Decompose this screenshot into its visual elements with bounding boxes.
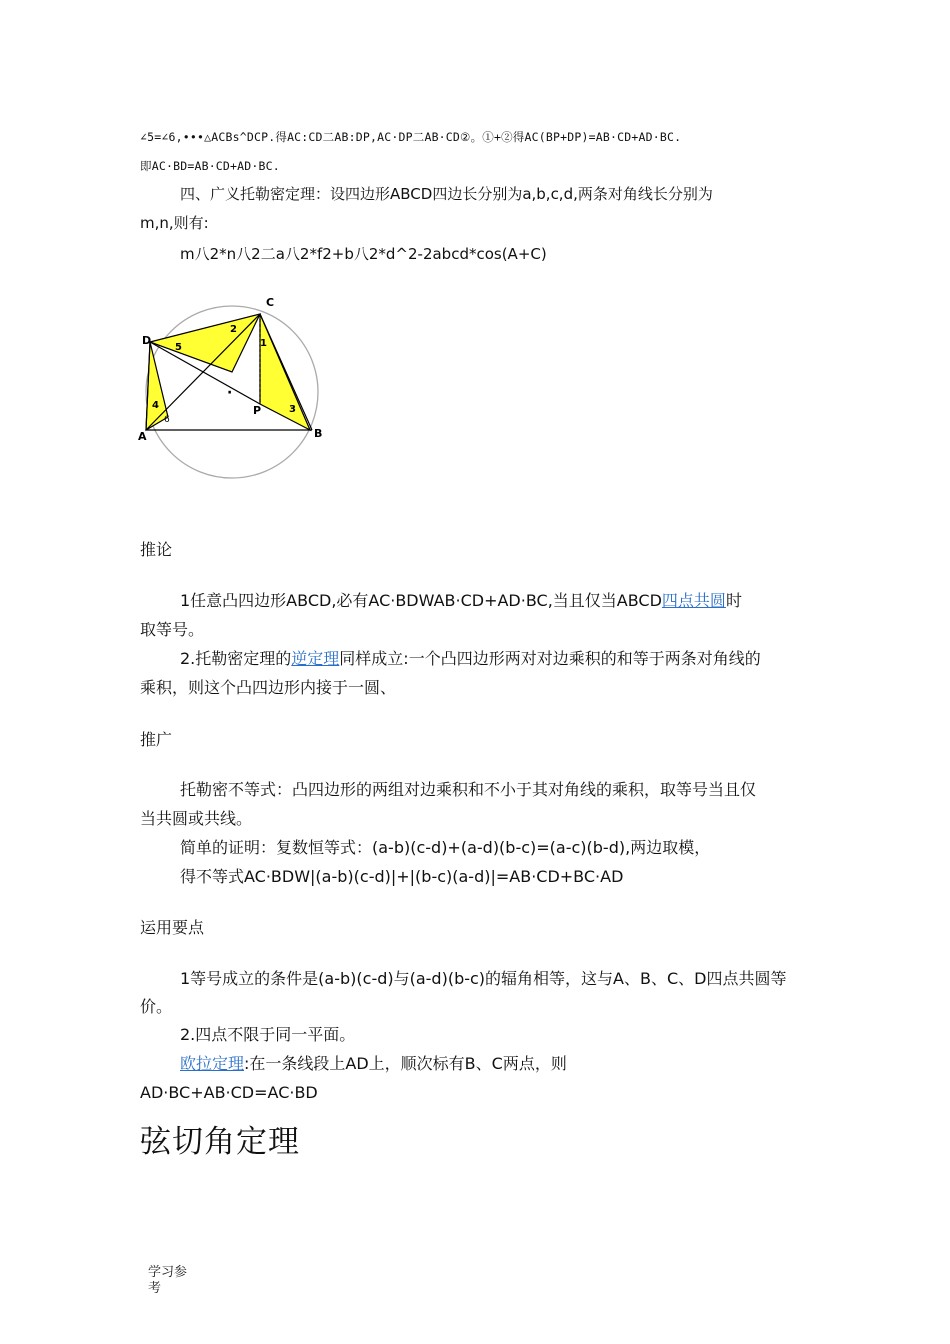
- corollary-item-1-tail: 时: [725, 591, 742, 610]
- extension-paragraph-3: 得不等式AC·BDW|(a-b)(c-d)|+|(b-c)(a-d)|=AB·CD+BC·AD: [180, 867, 624, 886]
- section-heading: 弦切角定理: [140, 1124, 300, 1160]
- usage-item-1: 1等号成立的条件是(a-b)(c-d)与(a-d)(b-c)的辐角相等，这与A、B、C、D四点共圆等: [180, 969, 787, 988]
- angle-label-6: 6: [164, 415, 170, 425]
- generalized-theorem-line-2: m,n,则有:: [140, 214, 209, 232]
- triangle-dcp-fill: [150, 314, 260, 372]
- angle-label-3: 3: [289, 404, 296, 415]
- point-label-a: A: [138, 430, 147, 443]
- extension-paragraph-1-cont: 当共圆或共线。: [140, 809, 253, 828]
- angle-label-2: 2: [230, 324, 237, 335]
- generalized-formula: m八2*n八2二a八2*f2+b八2*d^2-2abcd*cos(A+C): [180, 245, 547, 263]
- link-converse-theorem[interactable]: 逆定理: [291, 649, 340, 668]
- proof-line-1-part-b: AC:CD二AB:DP,AC·DP二AB·CD②。①+②得: [287, 130, 525, 144]
- corollary-item-2-tail: 同样成立:一个凸四边形两对对边乘积的和等于两条对角线的: [339, 649, 761, 668]
- link-concyclic[interactable]: 四点共圆: [661, 591, 726, 610]
- proof-line-1-part-a: ∠5=∠6,•••△ACBs^DCP.得: [140, 130, 288, 144]
- proof-line-1-part-c: AC(BP+DP)=AB·CD+AD·BC.: [524, 130, 682, 144]
- footer-line-2: 考: [148, 1281, 162, 1296]
- point-label-b: B: [314, 427, 323, 440]
- center-dot: ·: [227, 385, 233, 401]
- usage-item-3: [180, 1054, 567, 1074]
- point-label-c: C: [266, 296, 275, 309]
- proof-line-2: 即AC·BD=AB·CD+AD·BC.: [140, 159, 280, 173]
- generalized-theorem-line-1: 四、广义托勒密定理：设四边形ABCD四边长分别为a,b,c,d,两条对角线长分别为: [180, 185, 713, 203]
- usage-title: 运用要点: [140, 918, 205, 937]
- corollary-item-2: [180, 649, 761, 669]
- corollary-item-1-text: 1任意凸四边形ABCD,必有AC·BDWAB·CD+AD·BC,当且仅当ABCD: [180, 591, 662, 610]
- link-euler-theorem[interactable]: 欧拉定理: [180, 1054, 245, 1073]
- usage-item-1-cont: 价。: [140, 997, 173, 1016]
- angle-label-1: 1: [260, 338, 267, 349]
- corollary-item-1: [180, 591, 742, 611]
- corollary-item-2-text: 2.托勒密定理的: [180, 649, 292, 668]
- usage-item-2: 2.四点不限于同一平面。: [180, 1025, 356, 1044]
- corollary-item-2-cont: 乘积，则这个凸四边形内接于一圆、: [140, 678, 397, 697]
- usage-item-3-text: :在一条线段上AD上，顺次标有B、C两点，则: [244, 1054, 567, 1073]
- corollary-item-1-cont: 取等号。: [140, 620, 205, 639]
- ptolemy-figure: [132, 292, 332, 492]
- proof-line-1: [140, 126, 681, 147]
- angle-label-4: 4: [152, 400, 159, 411]
- angle-label-5: 5: [175, 342, 182, 353]
- point-label-p: P: [253, 404, 262, 417]
- extension-title: 推广: [140, 730, 173, 749]
- extension-paragraph-1: 托勒密不等式：凸四边形的两组对边乘积和不小于其对角线的乘积，取等号当且仅: [180, 780, 757, 799]
- point-label-d: D: [142, 334, 152, 347]
- footer-line-1: 学习参: [148, 1265, 188, 1280]
- usage-item-3-formula: AD·BC+AB·CD=AC·BD: [140, 1083, 318, 1102]
- corollary-title: 推论: [140, 540, 173, 559]
- extension-paragraph-2: 简单的证明：复数恒等式：(a-b)(c-d)+(a-d)(b-c)=(a-c)(b-d),两边取模，: [180, 838, 711, 857]
